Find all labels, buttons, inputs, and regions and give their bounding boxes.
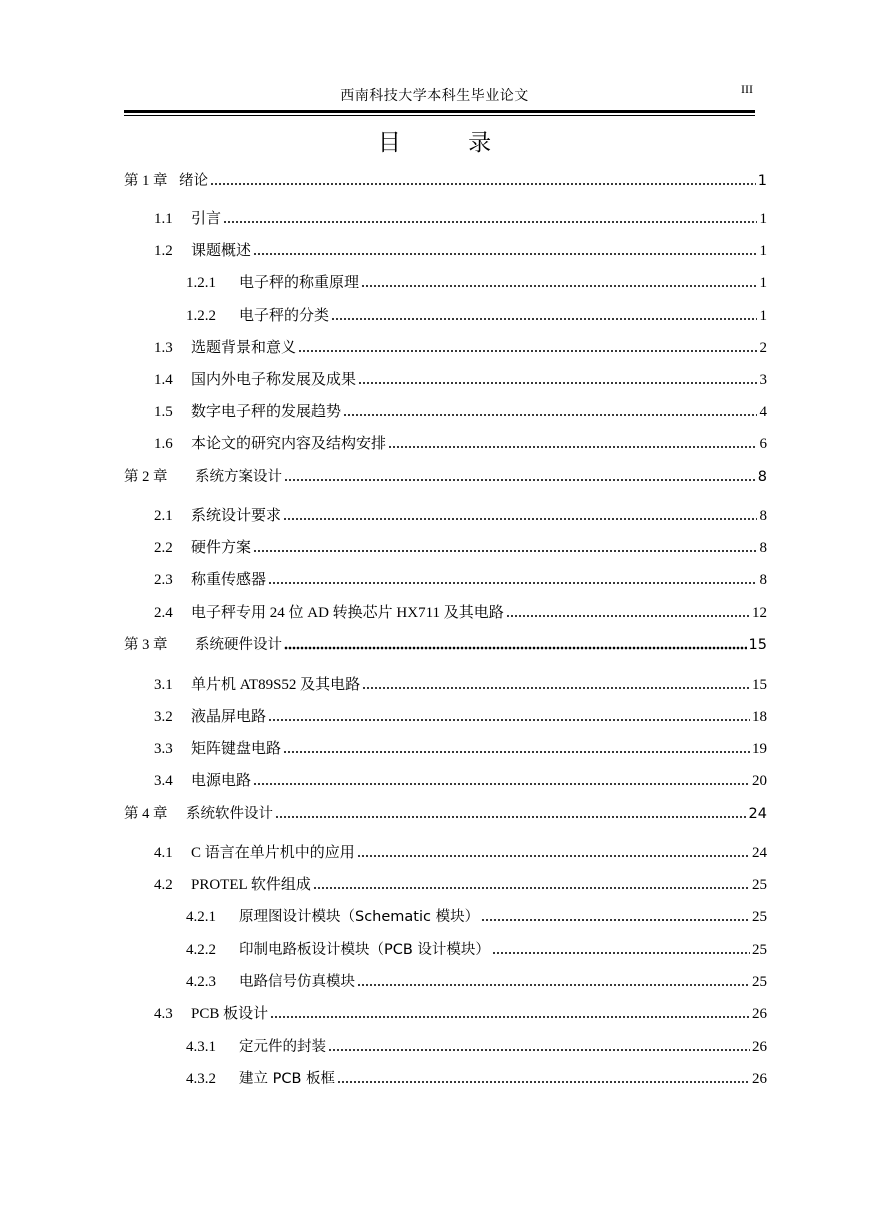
toc-chapter-2[interactable]	[124, 464, 767, 486]
toc-page: 2	[759, 340, 767, 356]
toc-label: 系统方案设计	[195, 469, 282, 485]
toc-section-3-3[interactable]	[154, 736, 767, 758]
toc-label: 矩阵键盘电路	[191, 741, 282, 757]
toc-section-2-1[interactable]	[154, 503, 767, 525]
toc-number: 1.2	[154, 243, 173, 259]
toc-section-2-2[interactable]	[154, 535, 767, 557]
toc-leader-dots	[337, 1075, 750, 1085]
toc-label: 绪论	[179, 173, 208, 189]
toc-section-3-1[interactable]	[154, 672, 767, 694]
toc-label: 电子秤专用 24 位 AD 转换芯片 HX711 及其电路	[191, 605, 504, 621]
toc-page: 1	[759, 211, 767, 227]
toc-section-1-2[interactable]	[154, 238, 767, 260]
toc-number: 4.2.1	[186, 909, 216, 925]
toc-label: 印制电路板设计模块（PCB 设计模块）	[239, 942, 490, 958]
toc-section-2-3[interactable]	[154, 567, 767, 589]
page-header-title: 西南科技大学本科生毕业论文	[340, 88, 529, 104]
toc-section-1-5[interactable]	[154, 399, 767, 421]
toc-chapter-4[interactable]	[124, 801, 767, 823]
toc-label: 电路信号仿真模块	[239, 974, 355, 990]
toc-leader-dots	[284, 473, 756, 483]
toc-leader-dots	[343, 408, 757, 418]
toc-page: 24	[752, 845, 767, 861]
toc-label: 引言	[191, 211, 222, 227]
toc-leader-dots	[253, 777, 750, 787]
toc-number: 4.2.2	[186, 942, 216, 958]
toc-page: 12	[752, 605, 767, 621]
toc-leader-dots	[223, 215, 757, 225]
toc-page: 15	[748, 637, 767, 653]
toc-number: 1.2.1	[186, 275, 216, 291]
header-rule-thin	[124, 115, 755, 116]
toc-number: 4.3	[154, 1006, 173, 1022]
toc-number: 4.2	[154, 877, 173, 893]
toc-label: 课题概述	[191, 243, 252, 259]
toc-label: 系统设计要求	[191, 508, 282, 524]
toc-section-3-4[interactable]	[154, 768, 767, 790]
toc-page: 19	[752, 741, 767, 757]
toc-leader-dots	[313, 881, 750, 891]
toc-number: 4.1	[154, 845, 173, 861]
toc-number: 1.1	[154, 211, 173, 227]
toc-section-3-2[interactable]	[154, 704, 767, 726]
toc-leader-dots	[328, 1043, 750, 1053]
toc-label: 称重传感器	[191, 572, 267, 588]
toc-number: 2.3	[154, 572, 173, 588]
toc-section-1-1[interactable]	[154, 206, 767, 228]
toc-page: 4	[759, 404, 767, 420]
toc-section-1-4[interactable]	[154, 367, 767, 389]
toc-page: 26	[752, 1039, 767, 1055]
toc-section-4-3-2[interactable]	[186, 1066, 767, 1088]
toc-leader-dots	[492, 946, 750, 956]
toc-number: 第 3 章	[124, 637, 168, 653]
toc-label: 液晶屏电路	[191, 709, 267, 725]
toc-leader-dots	[210, 177, 756, 187]
toc-label: 硬件方案	[191, 540, 252, 556]
toc-number: 4.3.1	[186, 1039, 216, 1055]
toc-chapter-3[interactable]	[124, 632, 767, 654]
toc-section-4-3-1[interactable]	[186, 1034, 767, 1056]
toc-leader-dots	[358, 376, 757, 386]
toc-label: 本论文的研究内容及结构安排	[191, 436, 387, 452]
toc-section-4-2[interactable]	[154, 872, 767, 894]
toc-label: 原理图设计模块（Schematic 模块）	[239, 909, 480, 925]
toc-page: 1	[757, 173, 767, 189]
toc-section-4-3[interactable]	[154, 1001, 767, 1023]
toc-number: 3.2	[154, 709, 173, 725]
toc-page: 1	[759, 243, 767, 259]
toc-leader-dots	[357, 978, 750, 988]
toc-leader-dots	[268, 713, 750, 723]
toc-section-4-2-1[interactable]	[186, 904, 767, 926]
toc-leader-dots	[283, 512, 757, 522]
toc-number: 4.3.2	[186, 1071, 216, 1087]
toc-section-4-2-3[interactable]	[186, 969, 767, 991]
toc-page: 25	[752, 974, 767, 990]
toc-leader-dots	[283, 745, 750, 755]
toc-page: 1	[759, 308, 767, 324]
toc-leader-dots	[362, 681, 750, 691]
toc-section-1-6[interactable]	[154, 431, 767, 453]
toc-page: 25	[752, 909, 767, 925]
toc-label: 单片机 AT89S52 及其电路	[191, 677, 361, 693]
toc-page: 20	[752, 773, 767, 789]
toc-leader-dots	[481, 913, 750, 923]
toc-page: 26	[752, 1071, 767, 1087]
header-rule-thick	[124, 110, 755, 113]
toc-page: 25	[752, 877, 767, 893]
toc-number: 1.5	[154, 404, 173, 420]
toc-page: 8	[759, 540, 767, 556]
toc-heading: 目 录	[377, 130, 522, 156]
toc-section-1-2-2[interactable]	[186, 303, 767, 325]
toc-label: 电子秤的称重原理	[239, 275, 360, 291]
toc-number: 第 1 章	[124, 173, 168, 189]
toc-number: 1.4	[154, 372, 173, 388]
toc-page: 25	[752, 942, 767, 958]
toc-section-1-3[interactable]	[154, 335, 767, 357]
toc-section-4-1[interactable]	[154, 840, 767, 862]
toc-label: 电源电路	[191, 773, 252, 789]
toc-leader-dots	[268, 576, 757, 586]
toc-leader-dots	[506, 609, 750, 619]
toc-number: 第 2 章	[124, 469, 168, 485]
toc-leader-dots	[357, 849, 750, 859]
toc-leader-dots	[275, 810, 747, 820]
toc-page: 26	[752, 1006, 767, 1022]
toc-label: C 语言在单片机中的应用	[191, 845, 355, 861]
toc-label: 系统软件设计	[186, 806, 273, 822]
toc-number: 2.1	[154, 508, 173, 524]
toc-leader-dots	[331, 312, 757, 322]
toc-label: 选题背景和意义	[191, 340, 297, 356]
toc-page: 8	[759, 572, 767, 588]
toc-leader-dots	[388, 440, 757, 450]
toc-page: 1	[759, 275, 767, 291]
toc-label: 系统硬件设计	[195, 637, 282, 653]
toc-leader-dots	[361, 279, 757, 289]
toc-page: 6	[759, 436, 767, 452]
toc-number: 3.3	[154, 741, 173, 757]
toc-page: 18	[752, 709, 767, 725]
toc-leader-dots	[298, 344, 757, 354]
toc-leader-dots	[253, 544, 757, 554]
toc-leader-dots	[284, 641, 747, 651]
toc-chapter-1[interactable]	[124, 168, 767, 190]
toc-page: 24	[748, 806, 767, 822]
toc-section-2-4[interactable]	[154, 600, 767, 622]
toc-label: PROTEL 软件组成	[191, 877, 311, 893]
toc-number: 1.3	[154, 340, 173, 356]
toc-label: 数字电子秤的发展趋势	[191, 404, 342, 420]
toc-label: 电子秤的分类	[239, 308, 330, 324]
toc-page: 15	[752, 677, 767, 693]
toc-number: 4.2.3	[186, 974, 216, 990]
toc-leader-dots	[270, 1010, 750, 1020]
toc-label: 国内外电子称发展及成果	[191, 372, 357, 388]
toc-number: 第 4 章	[124, 806, 168, 822]
toc-number: 1.2.2	[186, 308, 216, 324]
toc-number: 2.4	[154, 605, 173, 621]
toc-number: 2.2	[154, 540, 173, 556]
toc-label: PCB 板设计	[191, 1006, 269, 1022]
toc-page: 3	[759, 372, 767, 388]
page-number: III	[741, 82, 753, 96]
toc-number: 3.4	[154, 773, 173, 789]
toc-page: 8	[757, 469, 767, 485]
toc-page: 8	[759, 508, 767, 524]
toc-section-4-2-2[interactable]	[186, 937, 767, 959]
toc-number: 1.6	[154, 436, 173, 452]
toc-leader-dots	[253, 247, 757, 257]
toc-label: 定元件的封装	[239, 1039, 326, 1055]
toc-label: 建立 PCB 板框	[239, 1071, 336, 1087]
toc-number: 3.1	[154, 677, 173, 693]
toc-section-1-2-1[interactable]	[186, 270, 767, 292]
